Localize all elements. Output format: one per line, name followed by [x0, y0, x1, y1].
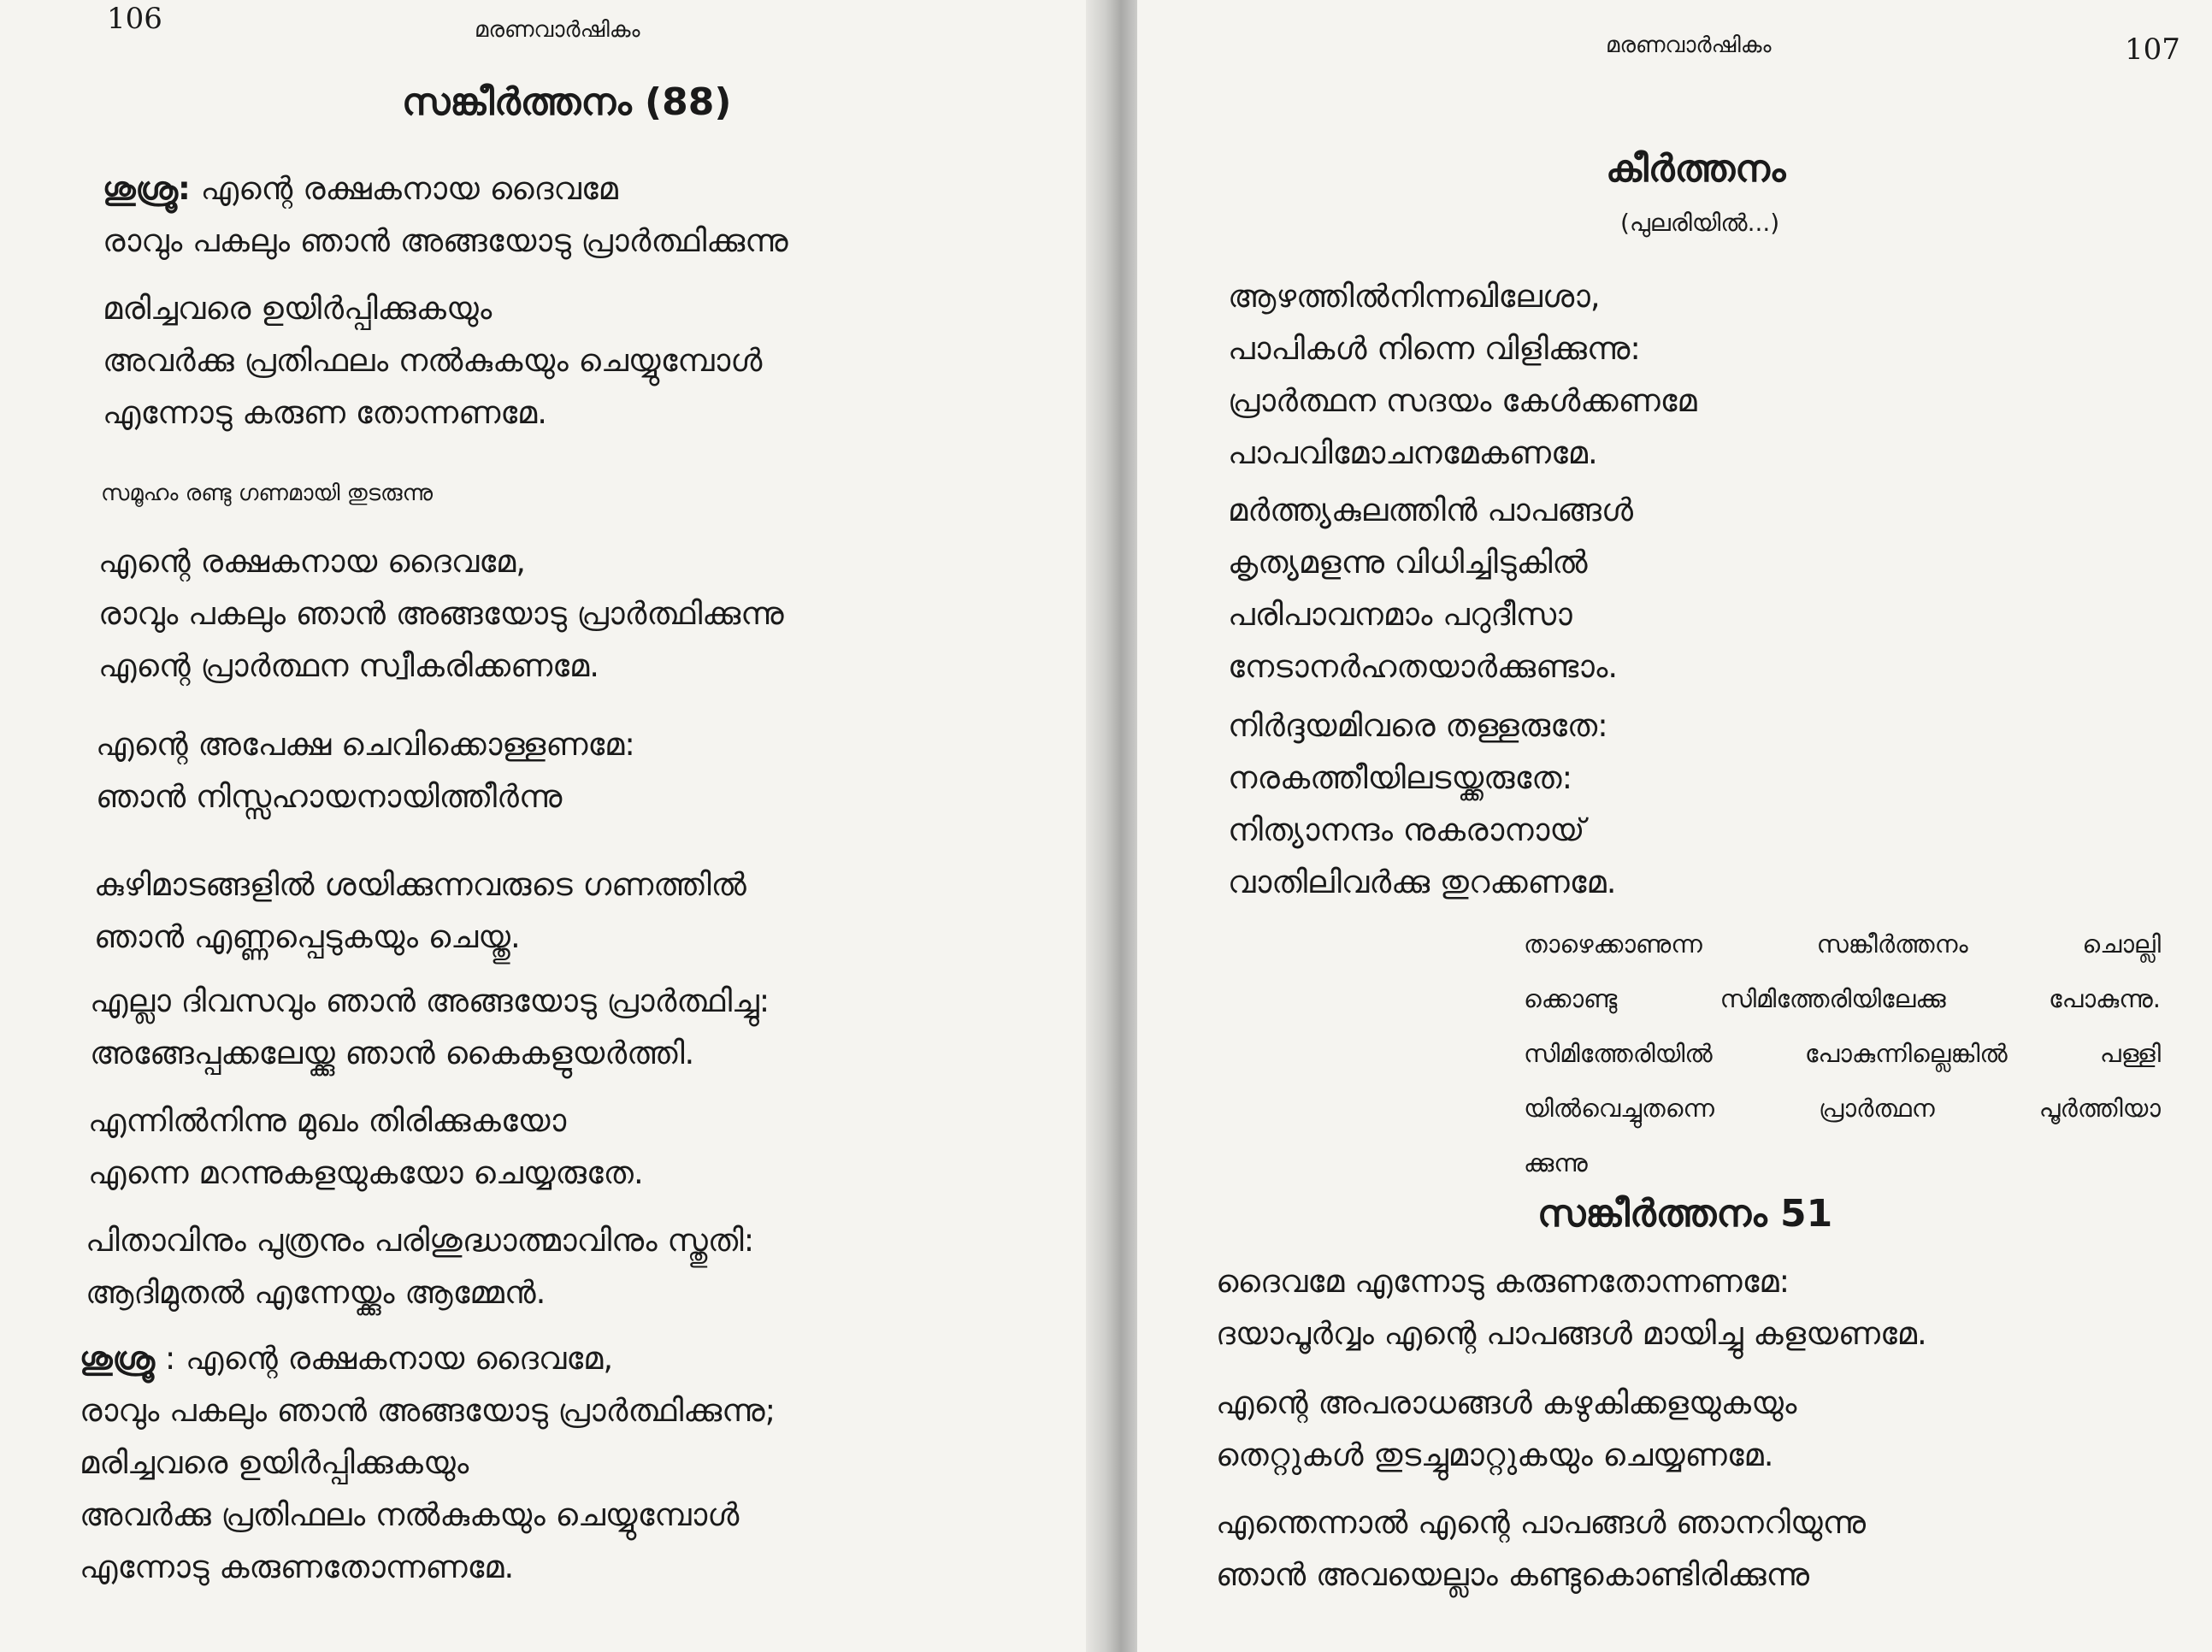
closing-stanza [80, 1332, 776, 1593]
verse-line: തെറ്റുകൾ തുടച്ചുമാറ്റുകയും ചെയ്യണമേ. [1216, 1437, 1774, 1473]
verse-line: എന്റെ അപരാധങ്ങൾ കഴുകിക്കളയുകയും [1216, 1384, 1797, 1421]
stanza [90, 975, 770, 1079]
stanza [1216, 1377, 1796, 1481]
verse-line: മർത്ത്യകുലത്തിൻ പാപങ്ങൾ [1228, 492, 1634, 528]
stanza [1216, 1496, 1866, 1601]
speaker-label: ശുശ്രൂ [80, 1340, 156, 1377]
verse-text: : എന്റെ രക്ഷകനായ ദൈവമേ, [155, 1340, 614, 1377]
verse-line: പാപികൾ നിന്നെ വിളിക്കുന്നു: [1228, 330, 1641, 367]
stanza [86, 1214, 754, 1319]
stanza [1228, 699, 1616, 908]
verse-line: എന്നോടു കരുണ തോന്നണമേ. [103, 394, 548, 431]
verse-line: എന്റെ രക്ഷകനായ ദൈവമേ, [98, 543, 527, 580]
verse-line: എന്നെ മറന്നുകളയുകയോ ചെയ്യരുതേ. [88, 1154, 644, 1191]
verse-line: ആഴത്തിൽനിന്നഖിലേശാ, [1228, 278, 1601, 315]
stanza [1228, 484, 1633, 693]
verse-line: വാതിലിവർക്കു തുറക്കണമേ. [1228, 864, 1617, 900]
running-head: മരണവാർഷികം [475, 17, 640, 43]
stanza [96, 718, 635, 823]
verse-line: പ്രാർത്ഥന സദയം കേൾക്കണമേ [1228, 382, 1697, 419]
verse-line: കൃത്യമളന്നു വിധിച്ചിടുകിൽ [1228, 544, 1588, 581]
page-number: 106 [107, 2, 162, 36]
rubric: സമൂഹം രണ്ടു ഗണമായി തുടരുന്നു [101, 481, 433, 506]
verse-line: എല്ലാ ദിവസവും ഞാൻ അങ്ങയോടു പ്രാർത്ഥിച്ചു: [90, 982, 770, 1019]
verse-line: ദൈവമേ എന്നോടു കരുണതോന്നണമേ: [1216, 1263, 1790, 1300]
instruction-note [1524, 917, 2161, 1190]
stanza [1216, 1255, 1927, 1360]
verse-line: എന്നോടു കരുണതോന്നണമേ. [80, 1549, 515, 1585]
verse-line: അവർക്കു പ്രതിഫലം നൽകുകയും ചെയ്യുമ്പോൾ [80, 1496, 740, 1533]
verse-line: എന്തെന്നാൽ എന്റെ പാപങ്ങൾ ഞാനറിയുന്നു [1216, 1504, 1867, 1541]
right-page [1137, 0, 2212, 1652]
stanza [1228, 270, 1697, 479]
verse-line: എന്നിൽനിന്നു മുഖം തിരിക്കുകയോ [88, 1102, 567, 1139]
note-line: താഴെക്കാണുന്ന സങ്കീർത്തനം ചൊല്ലി [1524, 929, 2161, 959]
verse-line: നേടാനർഹതയാർക്കുണ്ടാം. [1228, 648, 1619, 685]
stanza [94, 858, 746, 963]
stanza [103, 282, 762, 439]
verse-line: ഞാൻ എണ്ണപ്പെടുകയും ചെയ്തു. [94, 918, 521, 955]
verse-line: പരിപാവനമാം പറുദീസാ [1228, 596, 1572, 633]
verse-line: നരകത്തീയിലടയ്ക്കരുതേ: [1228, 759, 1573, 796]
psalm-heading: സങ്കീർത്തനം 51 [1537, 1192, 1833, 1236]
stanza [98, 535, 784, 692]
stanza [88, 1094, 644, 1199]
verse-line: നിർദ്ദയമിവരെ തള്ളരുതേ: [1228, 707, 1608, 744]
note-line: ക്കുന്നു [1524, 1148, 1588, 1177]
verse-line: പിതാവിനും പുത്രനും പരിശുദ്ധാത്മാവിനും സ്തുതി: [86, 1222, 755, 1259]
note-line: ക്കൊണ്ടു സിമിത്തേരിയിലേക്കു പോകുന്നു. [1524, 984, 2161, 1013]
psalm-heading: സങ്കീർത്തനം (88) [402, 80, 732, 124]
verse-line: മരിച്ചവരെ ഉയിർപ്പിക്കുകയും [103, 290, 493, 327]
verse-line: നിത്യാനന്ദം നുകരാനായ് [1228, 811, 1585, 848]
speaker-label: ശുശ്രൂ: [103, 170, 191, 207]
intro-stanza [103, 162, 788, 267]
verse-line: എന്റെ പ്രാർത്ഥന സ്വീകരിക്കണമേ. [98, 647, 599, 684]
verse-line: പാപവിമോചനമേകണമേ. [1228, 434, 1598, 471]
verse-line: രാവും പകലും ഞാൻ അങ്ങയോടു പ്രാർത്ഥിക്കുന്നു [98, 595, 784, 632]
verse-line [80, 1332, 776, 1384]
left-page [0, 0, 1096, 1652]
note-line: സിമിത്തേരിയിൽ പോകുന്നില്ലെങ്കിൽ പള്ളി [1524, 1039, 2161, 1068]
note-line: യിൽവെച്ചുതന്നെ പ്രാർത്ഥന പൂർത്തിയാ [1524, 1094, 2161, 1123]
verse-line: അവർക്കു പ്രതിഫലം നൽകുകയും ചെയ്യുമ്പോൾ [103, 342, 763, 379]
verse-line: എന്റെ അപേക്ഷ ചെവിക്കൊള്ളണമേ: [96, 726, 635, 763]
verse-line: അങ്ങേപ്പക്കലേയ്ക്കു ഞാൻ കൈകളുയർത്തി. [90, 1035, 695, 1071]
verse-line: രാവും പകലും ഞാൻ അങ്ങയോടു പ്രാർത്ഥിക്കുന്നു; [80, 1392, 776, 1429]
verse-line: ആദിമുതൽ എന്നേയ്ക്കും ആമ്മേൻ. [86, 1274, 546, 1311]
verse-line: മരിച്ചവരെ ഉയിർപ്പിക്കുകയും [80, 1444, 469, 1481]
verse-line: ഞാൻ നിസ്സഹായനായിത്തീർന്നു [96, 778, 563, 815]
hymn-subtitle: (പുലരിയിൽ...) [1620, 209, 1780, 237]
running-head: മരണവാർഷികം [1606, 32, 1772, 58]
verse-line [103, 162, 788, 215]
verse-text: എന്റെ രക്ഷകനായ ദൈവമേ [190, 170, 618, 207]
page-number: 107 [2125, 32, 2180, 67]
verse-line: ഞാൻ അവയെല്ലാം കണ്ടുകൊണ്ടിരിക്കുന്നു [1216, 1556, 1809, 1593]
verse-line: ദയാപൂർവ്വം എന്റെ പാപങ്ങൾ മായിച്ചു കളയണമേ. [1216, 1315, 1927, 1352]
verse-line: രാവും പകലും ഞാൻ അങ്ങയോടു പ്രാർത്ഥിക്കുന്നു [103, 222, 788, 259]
hymn-heading: കീർത്തനം [1606, 147, 1786, 191]
verse-line: കുഴിമാടങ്ങളിൽ ശയിക്കുന്നവരുടെ ഗണത്തിൽ [94, 866, 746, 903]
